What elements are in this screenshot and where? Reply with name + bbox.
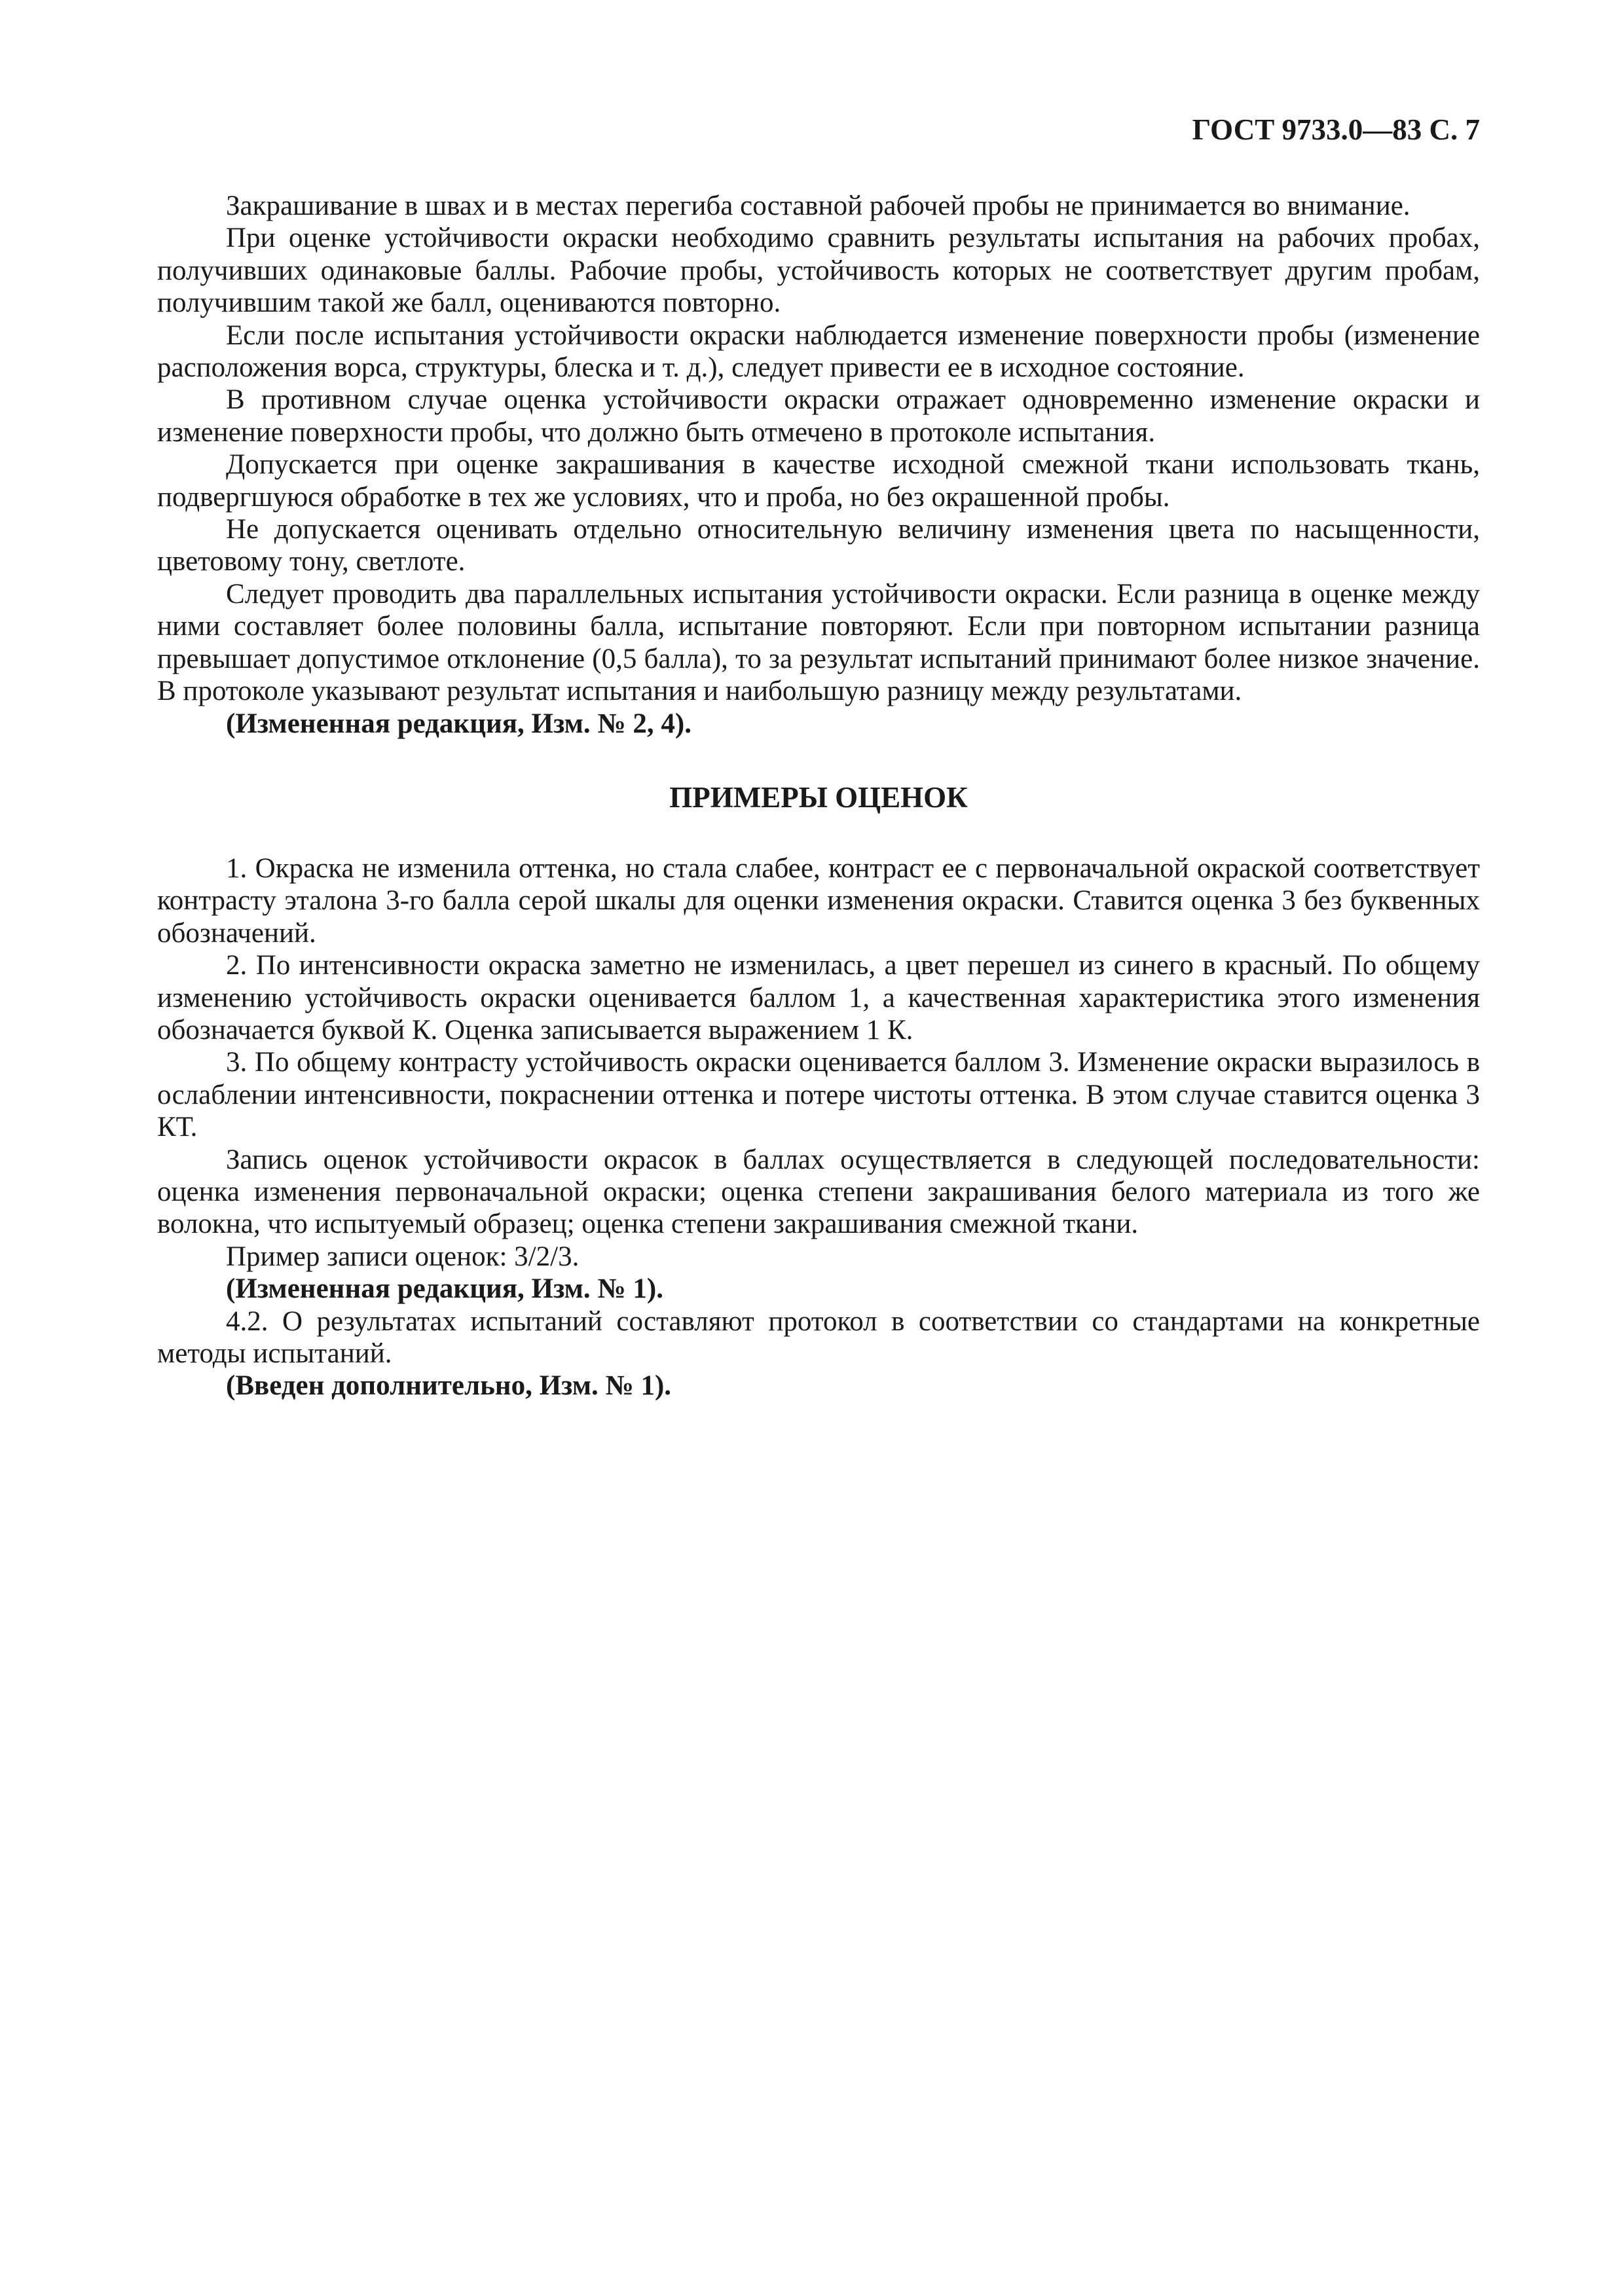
- paragraph-recording-example: Пример записи оценок: 3/2/3.: [226, 1241, 580, 1272]
- paragraph-compare-results: При оценке устойчивости окраски необходимо сравнить результаты испытания на рабочих пробах, получивших одинаковые баллы. Рабочие пробы, устойчивость которых не соответствует другим пробам, получившим такой же балл, оцениваются повторно.: [157, 223, 1480, 319]
- examples-section: [157, 852, 1480, 1305]
- running-header: ГОСТ 9733.0—83 С. 7: [1192, 113, 1480, 146]
- paragraph-surface-change: Если после испытания устойчивости окраски наблюдается изменение поверхности пробы (изменение расположения ворса, структуры, блеска и т. д.), следует привести ее в исходное состояние.: [157, 319, 1480, 384]
- paragraph-parallel-tests: Следует проводить два параллельных испытания устойчивости окраски. Если разница в оценке между ними составляет более половины балла, испытание повторяют. Если при повторном испытании разница превышает допустимое отклонение (0,5 балла), то за результат испытаний принимают более низкое значение. В протоколе указывают результат испытания и наибольшую разницу между результатами.: [157, 578, 1480, 707]
- amendment-note-1: (Измененная редакция, Изм. № 1).: [226, 1273, 663, 1305]
- example-2: 2. По интенсивности окраска заметно не изменилась, а цвет перешел из синего в красный. По общему изменению устойчивость окраски оценивается баллом 1, а качественная характеристика этого изменения обозначается буквой К. Оценка записывается выражением 1 К.: [157, 950, 1480, 1046]
- amendment-note-added: (Введен дополнительно, Изм. № 1).: [226, 1370, 672, 1402]
- paragraph-adjacent-fabric: Допускается при оценке закрашивания в качестве исходной смежной ткани использовать ткань, подвергшуюся обработке в тех же условиях, что и проба, но без окрашенной пробы.: [157, 449, 1480, 513]
- examples-heading: ПРИМЕРЫ ОЦЕНОК: [669, 780, 968, 814]
- clause-4-2-section: [157, 1305, 1480, 1402]
- paragraph-recording-order: Запись оценок устойчивости окрасок в баллах осуществляется в следующей последовательности: оценка изменения первоначальной окраски; оценка степени закрашивания белого материала из того же волокна, что испытуемый образец; оценка степени закрашивания смежной ткани.: [157, 1144, 1480, 1240]
- example-3: 3. По общему контрасту устойчивость окраски оценивается баллом 3. Изменение окраски выразилось в ослаблении интенсивности, покраснении оттенка и потере чистоты оттенка. В этом случае ставится оценка 3 КТ.: [157, 1047, 1480, 1143]
- clause-4-2-text: 4.2. О результатах испытаний составляют протокол в соответствии со стандартами на конкретные методы испытаний.: [157, 1305, 1480, 1369]
- paragraph-seam-staining: Закрашивание в швах и в местах перегиба составной рабочей пробы не принимается во внимание.: [226, 191, 1410, 221]
- example-1: 1. Окраска не изменила оттенка, но стала слабее, контраст ее с первоначальной окраской соответствует контрасту эталона 3-го балла серой шкалы для оценки изменения окраски. Ставится оценка 3 без буквенных обозначений.: [157, 852, 1480, 949]
- paragraph-no-separate-evaluation: Не допускается оценивать отдельно относительную величину изменения цвета по насыщенности, цветовому тону, светлоте.: [157, 514, 1480, 577]
- page-body: [157, 190, 1480, 1402]
- amendment-note-2-4: (Измененная редакция, Изм. № 2, 4).: [226, 708, 691, 739]
- paragraph-otherwise: В противном случае оценка устойчивости окраски отражает одновременно изменение окраски и изменение поверхности пробы, что должно быть отмечено в протоколе испытания.: [157, 384, 1480, 448]
- evaluation-rules-section: [157, 190, 1480, 740]
